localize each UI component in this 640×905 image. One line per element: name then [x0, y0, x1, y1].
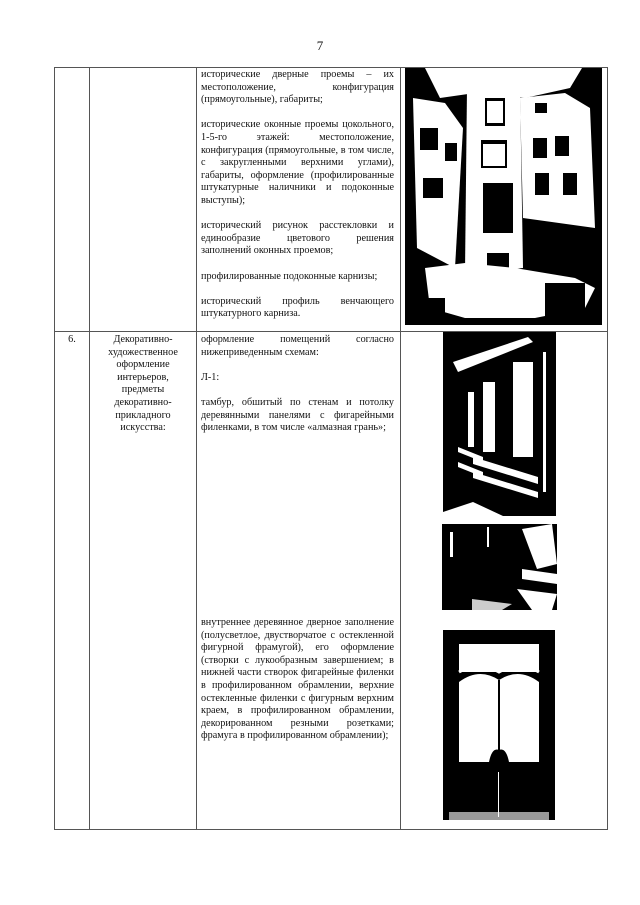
description-paragraph: тамбур, обшитый по стенам и потолку деревянными панелями с фигарейными филенками, в том числе «алмазная грань»;: [201, 396, 394, 434]
table-col-divider-1: [89, 67, 90, 830]
description-paragraph: оформление помещений согласно нижеприведенным схемам:: [201, 334, 394, 358]
row-description: [201, 69, 394, 321]
row-description-bottom: [201, 617, 394, 743]
scheme-label: Л-1:: [201, 371, 220, 383]
table-col-divider-2: [196, 67, 197, 830]
description-paragraph: профилированные подоконные карнизы;: [201, 270, 378, 282]
description-paragraph: исторические дверные проемы – их местоположение, конфигурация (прямоугольные), габариты;: [201, 69, 394, 106]
table-left-border: [54, 67, 55, 830]
description-paragraph: внутреннее деревянное дверное заполнение (полусветлое, двустворчатое с остекленной фигурной фрамугой), его оформление (створки с лукообразным завершением; в нижней части створок фигарейные филенки в профилированном обрамлении, верхние остекленные филенки с фигурным верхним краем, в профилированном обрамлении, декорированном резными розетками; фрамуга в профилированном обрамлении);: [201, 617, 394, 742]
page-number: 7: [316, 38, 324, 53]
row-subject: Декоративно-художественное оформление интерьеров, предметы декоративно-прикладного искусства:: [108, 334, 178, 434]
description-paragraph: исторические оконные проемы цокольного, 1-5-го этажей: местоположение, конфигурация (прямоугольные, в том числе, с закругленными верхними углами), габариты, оформление (профилированные штукатурные наличники и подоконные выступы);: [201, 119, 394, 206]
row-number: 6.: [68, 334, 76, 345]
courtyard-facade-photo: [405, 68, 602, 325]
description-paragraph: исторический рисунок расстекловки и единообразие цветового решения заполнений оконных проемов;: [201, 220, 394, 257]
table-col-divider-3: [400, 67, 401, 830]
table-right-border: [607, 67, 608, 830]
vestibule-panels-photo: [443, 332, 556, 516]
description-paragraph: исторический профиль венчающего штукатурного карниза.: [201, 295, 394, 320]
vestibule-ceiling-photo: [442, 524, 557, 610]
row-description-top: [201, 334, 394, 447]
interior-door-photo: [441, 622, 557, 820]
table-bottom-border: [54, 829, 608, 830]
